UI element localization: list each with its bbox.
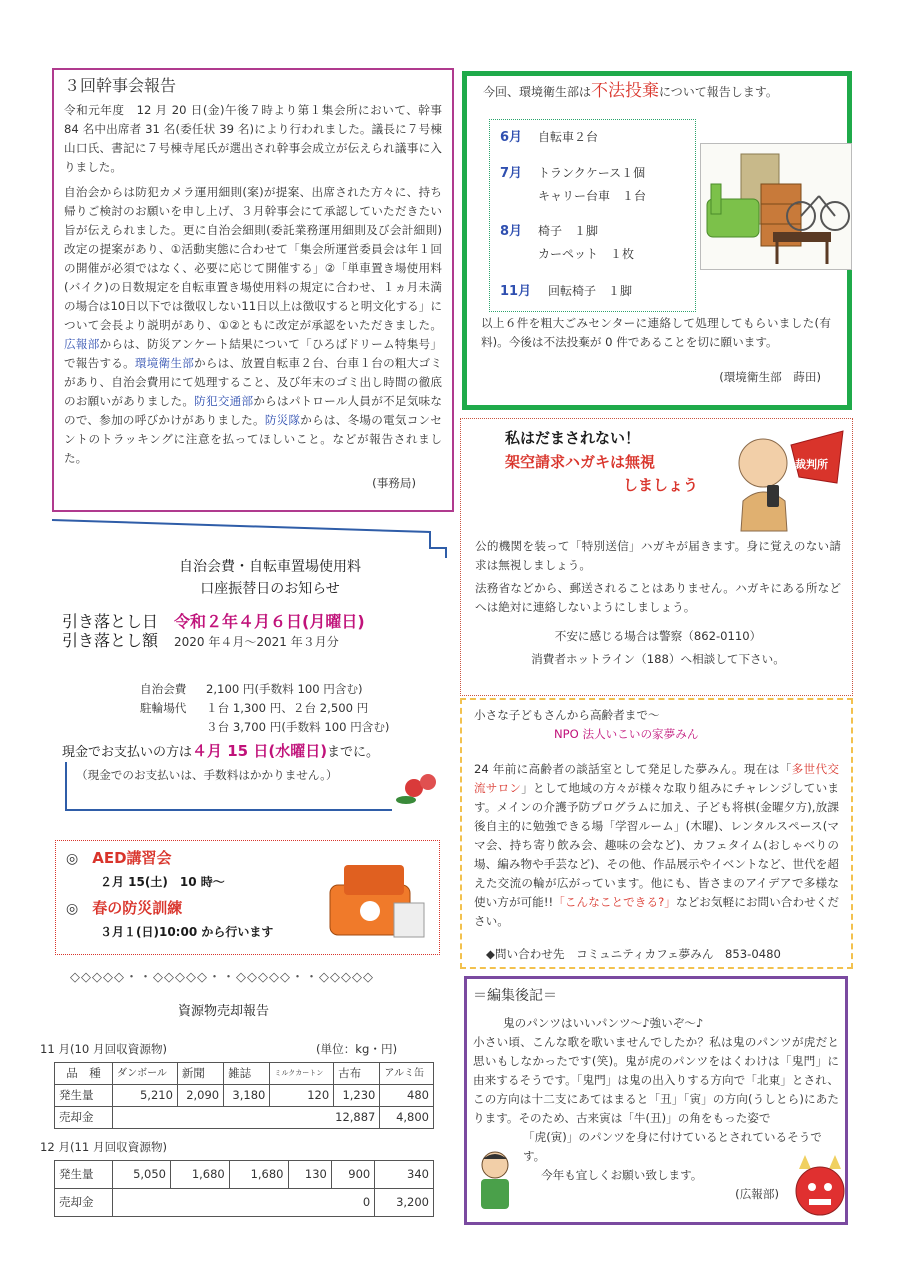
- editor-para: 小さい頃、こんな歌を歌いませんでしたか？私は鬼のパンツが虎だと思いもしなかったです(笑)。鬼が虎のパンツをはくわけは「鬼門」に由来するそうです。「鬼門」は鬼の出入りする方向で「北東」とされ、この方向は十二支にあてはまると「丑」「寅」の方向(うしとら)にあたります。そのため、古来寅は「牛(丑)」の角をもった姿で: [473, 1035, 839, 1125]
- meeting-sign: (事務局): [372, 476, 416, 490]
- fraud-heading1: 私はだまされない！: [505, 429, 641, 447]
- dumping-text: 以上６件を粗大ごみセンターに連絡して処理してもらいました(有料)。今後は不法投棄が 0 件であることを切に願います。: [481, 316, 831, 349]
- table-row: 売却金 12,887 4,800: [55, 1107, 434, 1129]
- editor-title: ＝編集後記＝: [473, 988, 557, 1004]
- dec-label: 12 月(11 月回収資源物): [40, 1140, 168, 1154]
- fees-bottom-bracket: [62, 762, 442, 818]
- elderly-man-phone-illustration: [725, 423, 845, 533]
- npo-box: [460, 698, 853, 969]
- dumping-lead: 今回、環境衛生部は不法投棄について報告します。: [483, 81, 778, 101]
- fraud-para1: 公的機関を装って「特別送信」ハガキが届きます。身に覚えのない請求は無視しましょう。: [475, 539, 841, 572]
- list-item: 8月 椅子 １脚 カーペット １枚: [500, 224, 635, 261]
- fraud-contact1: 不安に感じる場合は警察（862‐0110）: [554, 629, 762, 643]
- aed-date2: ３月１(日)10:00 から行います: [100, 925, 274, 939]
- meeting-para2: 自治会からは防犯カメラ運用細則(案)が提案、出席された方々に、持ち帰りご検討のお願いを申し上げ、３月幹事会にて承認していただきたい旨が伝えられました。更に自治会細則(委託業務運用細則及び会計細則)改定の提案があり、①活動実態に合わせて「集会所運営委員会は年１回の開催が必須ではなく、必要に応じて開催する」②「単車置き場使用料(バイク)の日数規定を自転車置き場使用料の規定に合わせ、１ヵ月未満の場合は10日以下では徴収しない11日以上は徴収すると明文化する」について会長より説明があり、①②ともに改定が承認をいただきました。広報部からは、防災アンケート結果について「ひろばドリーム特集号」で報告する。環境衛生部からは、放置自転車２台、台車１台の粗大ゴミがあり、自治会費用にて処理すること、及び年末のゴミ出し時間の徹底のお願いがありました。防犯交通部からはパトロール人員が不足気味なので、参加の呼びかけがありました。防災隊からは、冬場の電気コンセントのトラッキングに注意を払ってほしいこと。などが報告されました。: [64, 185, 442, 465]
- list-item: 7月 トランクケース１個 キャリー台車 １台: [500, 166, 647, 203]
- editor-para2: 「虎(寅)」のパンツを身に付けているとされているそうです。: [523, 1130, 822, 1163]
- table-row: 発生量 5,050 1,680 1,680 130 900 340: [55, 1161, 434, 1189]
- dumping-sign: (環境衛生部 蒔田): [719, 370, 821, 384]
- dumping-list: [489, 119, 696, 312]
- debit-date: 引き落とし日 令和２年４月６日(月曜日): [62, 612, 365, 631]
- wave-divider: ◇◇◇◇◇・・◇◇◇◇◇・・◇◇◇◇◇・・◇◇◇◇◇: [70, 970, 374, 985]
- dumping-report-box: [462, 71, 852, 410]
- npo-contact: ◆問い合わせ先 コミュニティカフェ夢みん 853‐0480: [486, 947, 781, 961]
- recycle-title: 資源物売却報告: [178, 1004, 270, 1019]
- meeting-report-box: [52, 68, 454, 512]
- table-row: 売却金 0 3,200: [55, 1189, 434, 1217]
- editor-para3: 今年も宜しくお願い致します。: [541, 1168, 703, 1182]
- fraud-para2: 法務省などから、郵送されることはありません。ハガキにある所などへは絶対に連絡しないようにしましょう。: [475, 581, 841, 614]
- aed-device-illustration: [324, 855, 432, 947]
- fees-dates: [62, 612, 452, 652]
- nov-table: [54, 1062, 434, 1129]
- list-item: 6月 自転車２台: [500, 130, 599, 145]
- meeting-title: ３回幹事会報告: [64, 76, 177, 95]
- fraud-body: [475, 537, 841, 669]
- table-row: 品 種 ダンボール 新聞 雑誌 ミルクカートン 古布 アルミ缶: [55, 1063, 434, 1085]
- list-item: 11月 回転椅子 １脚: [500, 284, 633, 299]
- npo-text: 24 年前に高齢者の談話室として発足した夢みん。現在は「多世代交流サロン」として地域の方々が様々な取り組みにチャレンジしています。メインの介護予防プログラムに加え、子ども将棋(金曜夕方),放課後自主的に勉強できる場「学習ルーム」(木曜)、レンタルスペース(ママ会、持ち寄り飲み会、趣味の会など)、カフェタイム(おしゃべりの場、編み物や手芸など)、その他、作品展示やイベントなど、世代を超えた交流の輪が広がっています。他にも、皆さまのアイデアで多様な使い方が可能!!「こんなことできる?」などお気軽にお問い合わせください。: [474, 762, 840, 928]
- court-badge: 裁判所: [795, 458, 828, 471]
- aed-event1: ◎ AED講習会: [66, 849, 172, 867]
- editor-sign: (広報部): [735, 1187, 779, 1201]
- npo-name: NPO 法人いこいの家夢みん: [554, 727, 699, 741]
- boy-illustration: [471, 1149, 519, 1215]
- fraud-heading2: 架空請求ハガキは無視: [505, 453, 656, 471]
- fees-breakdown: 自治会費 2,100 円(手数料 100 円含む) 駐輪場代 １台 1,300 円、２台 2,500 円 ３台 3,700 円(手数料 100 円含む): [140, 682, 390, 734]
- meeting-para1: 令和元年度 12 月 20 日(金)午後７時より第１集会所において、幹事 84 名中出席者 31 名(委任状 39 名)により行われました。議長に７号棟山口氏、書記に７号棟寺尾氏が選出され幹事会成立が伝えられ議事に入りました。: [64, 103, 442, 174]
- npo-line1: 小さな子どもさんから高齢者まで～: [474, 708, 660, 722]
- fraud-warning-box: [460, 418, 853, 696]
- fees-title: 自治会費・自転車置場使用料 口座振替日のお知らせ: [179, 559, 361, 597]
- furniture-illustration: [700, 143, 852, 270]
- editor-line1: 鬼のパンツはいいパンツ～♪強いぞ～♪: [503, 1016, 704, 1030]
- dec-table: [54, 1160, 434, 1217]
- editor-note-box: [464, 976, 848, 1225]
- nov-label: 11 月(10 月回収資源物): [40, 1042, 168, 1056]
- aed-event2: ◎ 春の防災訓練: [66, 899, 183, 917]
- cash-notice: 現金でお支払いの方は４月 15 日(水曜日)までに。: [62, 742, 380, 760]
- fraud-contact2: 消費者ホットライン（188）へ相談して下さい。: [531, 652, 785, 666]
- debit-amount: 引き落とし額 2020 年４月～2021 年３月分: [62, 631, 339, 650]
- cash-note: （現金でのお支払いは、手数料はかかりません。）: [76, 768, 338, 782]
- aed-date1: ２月 15(土) 10 時～: [100, 875, 225, 889]
- aed-box: [55, 840, 440, 955]
- fraud-heading3: しましょう: [623, 476, 699, 494]
- unit-label: (単位：kg・円): [316, 1042, 398, 1056]
- oni-demon-illustration: [789, 1155, 851, 1221]
- table-row: 発生量 5,210 2,090 3,180 120 1,230 480: [55, 1085, 434, 1107]
